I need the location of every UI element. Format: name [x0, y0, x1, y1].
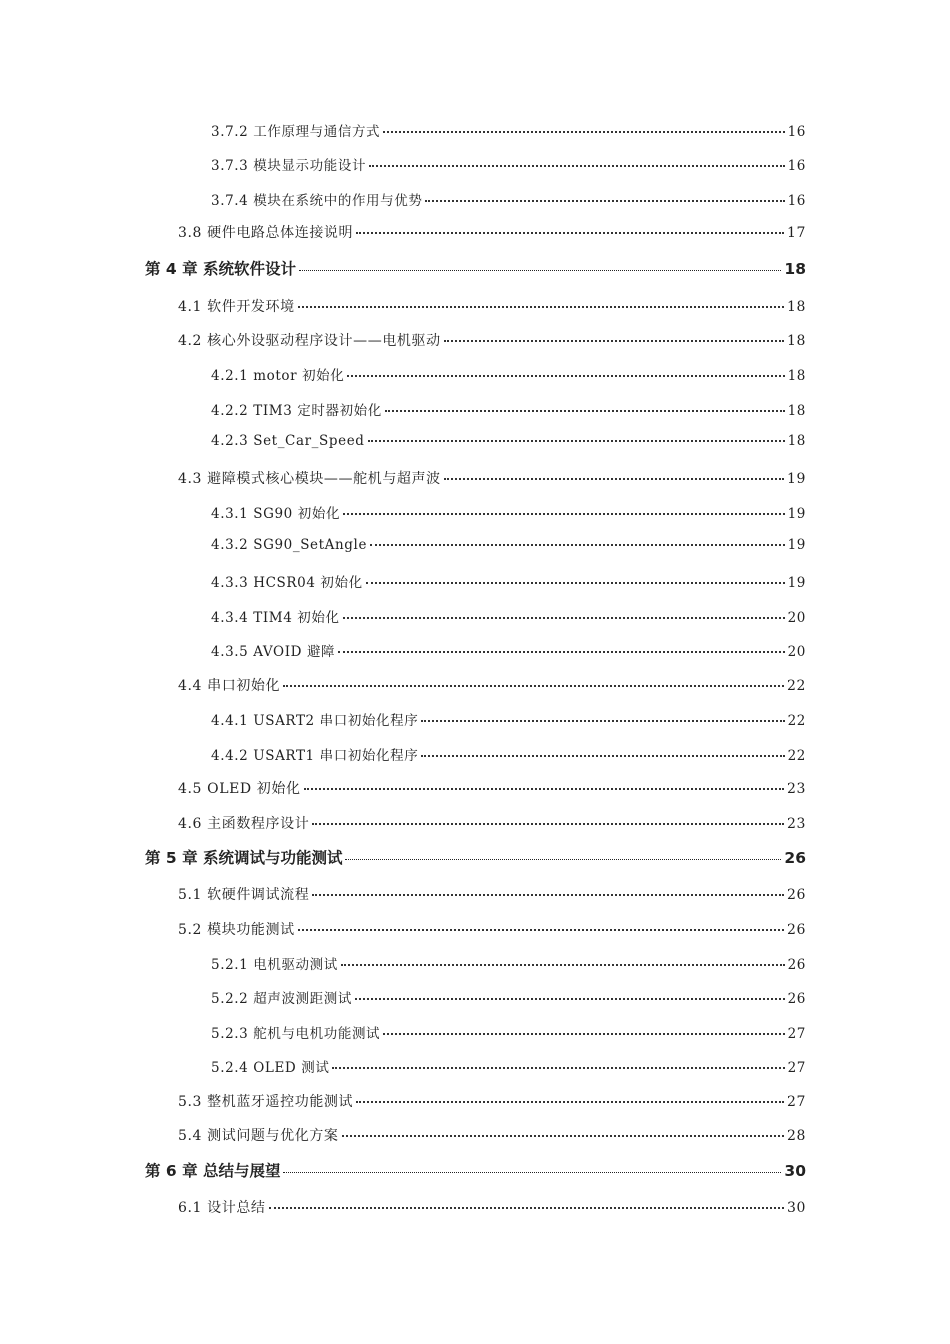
toc-entry-title: 第 5 章 系统调试与功能测试 — [145, 849, 343, 867]
toc-entry-page-number: 18 — [784, 260, 806, 278]
toc-entry-title: 3.8 硬件电路总体连接说明 — [178, 225, 354, 241]
toc-entry[interactable] — [178, 222, 806, 242]
toc-entry[interactable] — [211, 364, 806, 384]
dot-leader — [343, 513, 785, 515]
toc-entry-title: 4.4.2 USART1 串口初始化程序 — [211, 748, 419, 764]
toc-entry[interactable] — [145, 846, 806, 868]
toc-entry[interactable] — [145, 1159, 806, 1181]
toc-entry-title: 4.6 主函数程序设计 — [178, 816, 310, 832]
toc-entry-title: 4.3.3 HCSR04 初始化 — [211, 575, 363, 591]
toc-entry[interactable] — [178, 1125, 806, 1145]
toc-entry[interactable] — [178, 884, 806, 904]
toc-entry-title: 5.4 测试问题与优化方案 — [178, 1128, 339, 1144]
toc-entry-title: 4.4 串口初始化 — [178, 678, 281, 694]
toc-entry-page-number: 20 — [787, 610, 806, 626]
toc-entry-title: 5.1 软硬件调试流程 — [178, 887, 310, 903]
toc-entry-page-number: 18 — [787, 403, 806, 419]
toc-entry-title: 第 6 章 总结与展望 — [145, 1162, 281, 1180]
toc-entry[interactable] — [211, 1022, 806, 1042]
toc-entry-title: 3.7.2 工作原理与通信方式 — [211, 124, 381, 140]
toc-entry-page-number: 26 — [787, 957, 806, 973]
dot-leader — [369, 165, 785, 167]
toc-entry-title: 5.2.1 电机驱动测试 — [211, 957, 338, 973]
toc-entry-title: 4.3.4 TIM4 初始化 — [211, 610, 340, 626]
toc-entry-page-number: 23 — [786, 816, 806, 832]
dot-leader — [283, 685, 784, 687]
toc-entry[interactable] — [211, 953, 806, 973]
toc-entry-title: 4.4.1 USART2 串口初始化程序 — [211, 713, 419, 729]
dot-leader — [366, 582, 785, 584]
toc-entry-page-number: 20 — [787, 644, 806, 660]
toc-entry-title: 4.2.1 motor 初始化 — [211, 368, 345, 384]
toc-entry[interactable] — [178, 468, 806, 488]
toc-entry[interactable] — [178, 1197, 806, 1217]
dot-leader — [332, 1067, 784, 1069]
dot-leader — [341, 964, 785, 966]
toc-entry-page-number: 26 — [784, 849, 806, 867]
dot-leader — [421, 720, 784, 722]
dot-leader — [356, 1101, 784, 1103]
toc-entry-page-number: 26 — [786, 887, 806, 903]
toc-entry[interactable] — [211, 709, 806, 729]
toc-entry-title: 5.2.4 OLED 测试 — [211, 1060, 330, 1076]
toc-entry-page-number: 18 — [786, 333, 806, 349]
toc-entry-page-number: 22 — [786, 678, 806, 694]
toc-entry-page-number: 16 — [787, 158, 806, 174]
toc-entry-title: 5.2.3 舵机与电机功能测试 — [211, 1026, 381, 1042]
toc-entry-title: 4.3.5 AVOID 避障 — [211, 644, 336, 660]
toc-entry-page-number: 19 — [787, 575, 806, 591]
toc-entry[interactable] — [211, 433, 806, 449]
toc-entry-page-number: 26 — [786, 922, 806, 938]
dot-leader — [444, 478, 784, 480]
dot-leader — [345, 859, 781, 860]
dot-leader — [383, 1033, 784, 1035]
toc-entry[interactable] — [211, 571, 806, 591]
toc-entry[interactable] — [211, 987, 806, 1007]
toc-entry-title: 4.3.1 SG90 初始化 — [211, 506, 341, 522]
dot-leader — [444, 340, 784, 342]
toc-entry-title: 4.2 核心外设驱动程序设计——电机驱动 — [178, 333, 441, 349]
toc-entry-page-number: 30 — [784, 1162, 806, 1180]
dot-leader — [368, 440, 785, 442]
dot-leader — [356, 232, 784, 234]
dot-leader — [421, 755, 784, 757]
dot-leader — [342, 1135, 784, 1137]
toc-entry-title: 第 4 章 系统软件设计 — [145, 260, 296, 278]
dot-leader — [370, 544, 785, 546]
toc-entry[interactable] — [178, 778, 806, 798]
toc-entry-title: 4.2.3 Set_Car_Speed — [211, 433, 365, 449]
dot-leader — [304, 788, 784, 790]
toc-entry[interactable] — [211, 744, 806, 764]
toc-entry-title: 4.3.2 SG90_SetAngle — [211, 537, 368, 553]
toc-entry-page-number: 19 — [786, 471, 806, 487]
toc-entry-page-number: 18 — [787, 368, 806, 384]
toc-entry-page-number: 18 — [786, 299, 806, 315]
dot-leader — [385, 410, 785, 412]
toc-entry-page-number: 16 — [787, 124, 806, 140]
dot-leader — [269, 1207, 784, 1209]
toc-entry[interactable] — [211, 154, 806, 174]
toc-entry-page-number: 27 — [786, 1094, 806, 1110]
toc-entry[interactable] — [211, 189, 806, 209]
dot-leader — [338, 651, 784, 653]
toc-entry[interactable] — [178, 296, 806, 316]
toc-entry[interactable] — [211, 1056, 806, 1076]
toc-entry-page-number: 19 — [787, 506, 806, 522]
toc-entry[interactable] — [211, 606, 806, 626]
dot-leader — [347, 375, 784, 377]
toc-entry-title: 5.2.2 超声波测距测试 — [211, 991, 352, 1007]
dot-leader — [283, 1172, 781, 1173]
toc-entry[interactable] — [211, 640, 806, 660]
dot-leader — [298, 306, 784, 308]
toc-entry-title: 3.7.3 模块显示功能设计 — [211, 158, 367, 174]
toc-entry-title: 6.1 设计总结 — [178, 1200, 266, 1216]
toc-entry-title: 4.5 OLED 初始化 — [178, 781, 301, 797]
dot-leader — [298, 929, 784, 931]
toc-entry[interactable] — [145, 257, 806, 279]
toc-entry[interactable] — [211, 399, 806, 419]
toc-entry[interactable] — [211, 537, 806, 553]
toc-entry-page-number: 18 — [787, 433, 806, 449]
toc-entry[interactable] — [178, 675, 806, 695]
dot-leader — [383, 131, 784, 133]
dot-leader — [312, 823, 784, 825]
dot-leader — [343, 617, 785, 619]
dot-leader — [312, 894, 784, 896]
toc-entry-page-number: 26 — [787, 991, 806, 1007]
toc-entry-page-number: 19 — [787, 537, 806, 553]
toc-entry-title: 4.3 避障模式核心模块——舵机与超声波 — [178, 471, 441, 487]
toc-entry-page-number: 22 — [787, 748, 806, 764]
dot-leader — [299, 270, 781, 271]
toc-entry-page-number: 17 — [786, 225, 806, 241]
toc-entry-title: 4.1 软件开发环境 — [178, 299, 295, 315]
toc-entry[interactable] — [178, 813, 806, 833]
dot-leader — [425, 200, 784, 202]
toc-entry-page-number: 22 — [787, 713, 806, 729]
toc-entry-page-number: 16 — [787, 193, 806, 209]
toc-entry[interactable] — [178, 919, 806, 939]
toc-entry-title: 4.2.2 TIM3 定时器初始化 — [211, 403, 382, 419]
toc-entry-page-number: 23 — [786, 781, 806, 797]
toc-entry-page-number: 30 — [786, 1200, 806, 1216]
toc-entry-page-number: 27 — [787, 1026, 806, 1042]
toc-entry-title: 3.7.4 模块在系统中的作用与优势 — [211, 193, 423, 209]
toc-entry-title: 5.3 整机蓝牙遥控功能测试 — [178, 1094, 354, 1110]
toc-entry[interactable] — [178, 330, 806, 350]
toc-entry[interactable] — [211, 502, 806, 522]
dot-leader — [355, 998, 785, 1000]
toc-entry-page-number: 28 — [786, 1128, 806, 1144]
toc-entry[interactable] — [178, 1091, 806, 1111]
toc-entry-title: 5.2 模块功能测试 — [178, 922, 295, 938]
toc-entry-page-number: 27 — [787, 1060, 806, 1076]
toc-entry[interactable] — [211, 120, 806, 140]
